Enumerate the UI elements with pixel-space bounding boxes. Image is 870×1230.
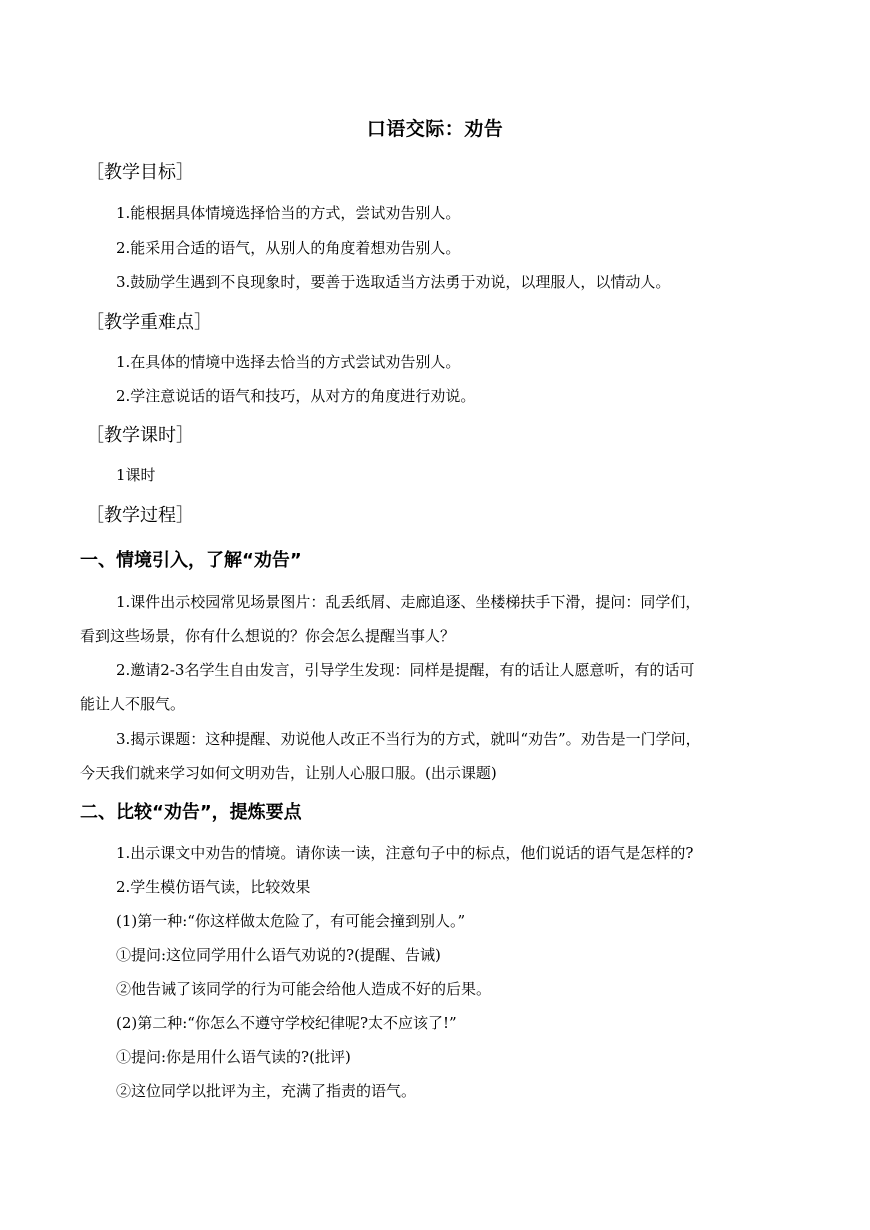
part2-line: ②他告诫了该同学的行为可能会给他人造成不好的后果。 [116,980,492,998]
heading-process: ［教学过程］ [86,505,194,526]
part1-paragraph-3-line-2: 今天我们就来学习如何文明劝告，让别人心服口服。(出示课题) [80,764,497,782]
heading-objectives: ［教学目标］ [86,162,194,183]
part2-line: (1)第一种:“你这样做太危险了，有可能会撞到别人。” [116,912,466,930]
part1-heading: 一、情境引入，了解“劝告” [80,550,302,571]
objective-item-3: 3.鼓励学生遇到不良现象时，要善于选取适当方法勇于劝说，以理服人，以情动人。 [116,273,671,291]
objective-item-2: 2.能采用合适的语气，从别人的角度着想劝告别人。 [116,239,461,257]
part1-paragraph-3-line-1: 3.揭示课题：这种提醒、劝说他人改正不当行为的方式，就叫“劝告”。劝告是一门学问， [116,730,701,748]
part2-line: ②这位同学以批评为主，充满了指责的语气。 [116,1082,417,1100]
part2-line: (2)第二种:“你怎么不遵守学校纪律呢?太不应该了!” [116,1014,457,1032]
class-hours-text: 1课时 [116,466,156,484]
part2-line: 2.学生模仿语气读，比较效果 [116,878,311,896]
part1-paragraph-1-line-1: 1.课件出示校园常见场景图片：乱丢纸屑、走廊追逐、坐楼梯扶手下滑，提问：同学们， [116,593,701,611]
part1-paragraph-2-line-1: 2.邀请2-3名学生自由发言，引导学生发现：同样是提醒，有的话让人愿意听，有的话可 [116,661,695,679]
part2-line: 1.出示课文中劝告的情境。请你读一读，注意句子中的标点，他们说话的语气是怎样的? [116,844,694,862]
part2-line: ①提问:这位同学用什么语气劝说的?(提醒、告诫) [116,946,441,964]
key-point-item-2: 2.学注意说话的语气和技巧，从对方的角度进行劝说。 [116,387,476,405]
part2-line: ①提问:你是用什么语气读的?(批评) [116,1048,351,1066]
part1-paragraph-2-line-2: 能让人不服气。 [80,695,186,713]
heading-class-hours: ［教学课时］ [86,425,194,446]
objective-item-1: 1.能根据具体情境选择恰当的方式，尝试劝告别人。 [116,204,461,222]
part2-heading: 二、比较“劝告”，提炼要点 [80,802,302,823]
part1-paragraph-1-line-2: 看到这些场景，你有什么想说的？你会怎么提醒当事人？ [80,627,456,645]
key-point-item-1: 1.在具体的情境中选择去恰当的方式尝试劝告别人。 [116,353,461,371]
heading-key-points: ［教学重难点］ [86,312,212,333]
document-title: 口语交际：劝告 [366,118,504,140]
